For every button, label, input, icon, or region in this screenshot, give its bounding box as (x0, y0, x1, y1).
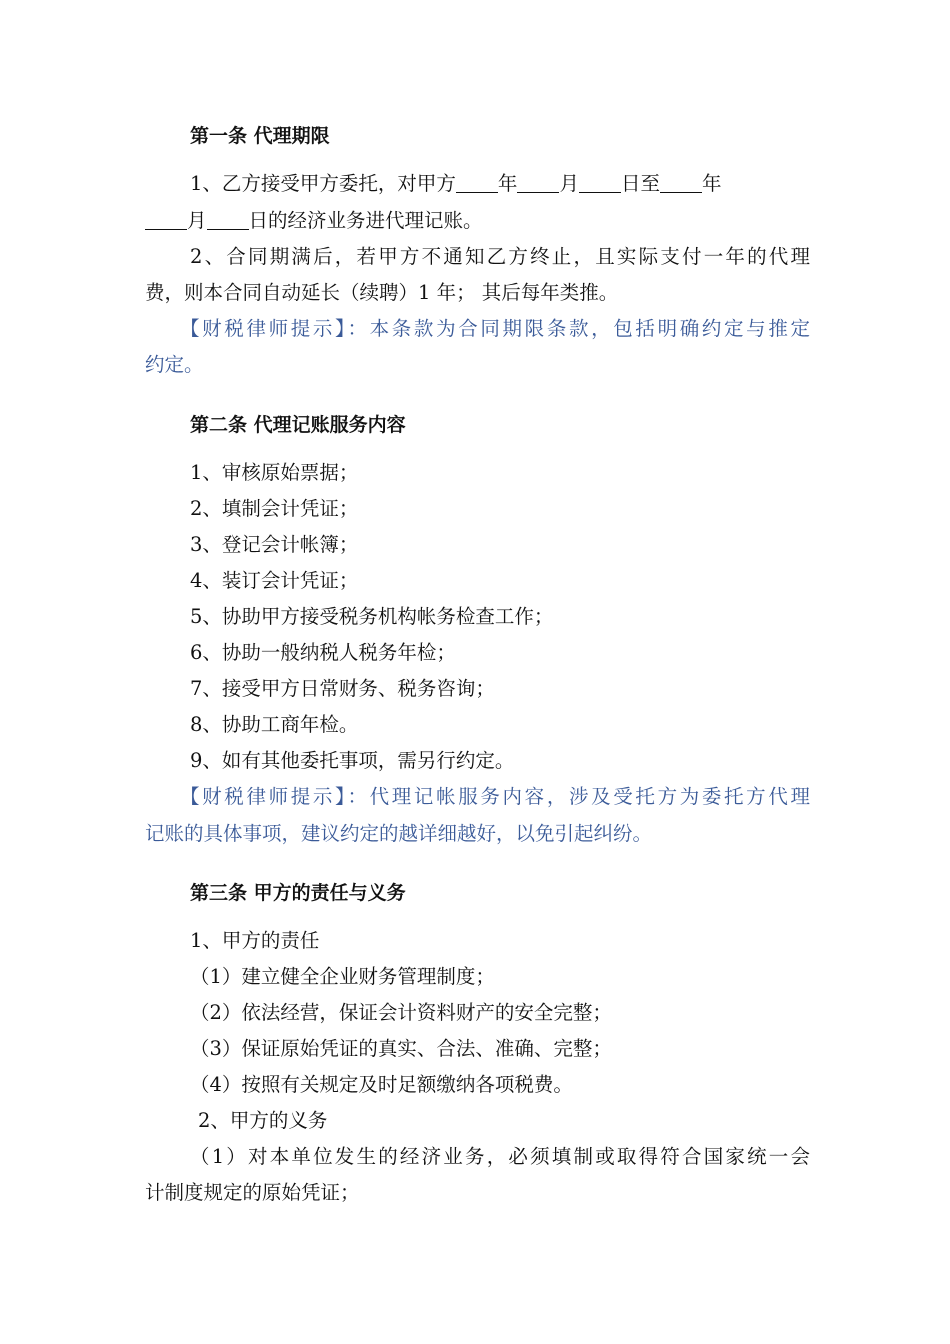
article-1-tip-line-2: 约定。 (145, 353, 204, 376)
blank-field[interactable] (660, 172, 702, 193)
article-1-clause-2-line-1: 2、合同期满后，若甲方不通知乙方终止，且实际支付一年的代理 (190, 245, 810, 268)
article-2-tip-line-1 (180, 784, 810, 810)
article-1-clause-1-line-1 (190, 171, 810, 197)
responsibility-item: （3）保证原始凭证的真实、合法、准确、完整； (190, 1037, 612, 1060)
article-2-item: 8、协助工商年检。 (190, 713, 359, 736)
article-3-heading: 第三条 甲方的责任与义务 (190, 882, 406, 904)
tip-text: ：本条款为合同期限条款，包括明确约定与推定 (347, 317, 810, 340)
article-2-item: 6、协助一般纳税人税务年检； (190, 641, 456, 664)
responsibility-item: （2）依法经营，保证会计资料财产的安全完整； (190, 1001, 612, 1024)
responsibility-item: （4）按照有关规定及时足额缴纳各项税费。 (190, 1073, 573, 1096)
responsibility-item: （1）建立健全企业财务管理制度； (190, 965, 495, 988)
month-label: 月 (187, 209, 207, 232)
tip-label: 【财税律师提示】 (180, 317, 348, 340)
article-2-item: 2、填制会计凭证； (190, 497, 359, 520)
article-1-heading: 第一条 代理期限 (190, 125, 330, 147)
article-2-item: 9、如有其他委托事项，需另行约定。 (190, 749, 515, 772)
tip-label: 【财税律师提示】 (180, 785, 348, 808)
article-1-clause-2-line-2: 费，则本合同自动延长（续聘）1 年； 其后每年类推。 (145, 281, 619, 304)
blank-field[interactable] (207, 209, 249, 230)
blank-field[interactable] (145, 209, 187, 230)
article-2-item: 7、接受甲方日常财务、税务咨询； (190, 677, 495, 700)
clause-1-text: 1、乙方接受甲方委托，对甲方 (190, 172, 456, 195)
article-1-clause-1-line-2 (145, 208, 810, 234)
day-to-label: 日至 (620, 172, 660, 195)
article-2-item: 3、登记会计帐簿； (190, 533, 359, 556)
duty-item-line-2: 计制度规定的原始凭证； (145, 1181, 360, 1204)
responsibility-title: 1、甲方的责任 (190, 929, 320, 952)
article-2-item: 4、装订会计凭证； (190, 569, 359, 592)
year-label: 年 (497, 172, 518, 195)
blank-field[interactable] (579, 172, 621, 193)
article-2-heading: 第二条 代理记账服务内容 (190, 414, 406, 436)
duty-title: 2、甲方的义务 (198, 1109, 328, 1132)
month-label: 月 (559, 172, 579, 195)
year-label: 年 (701, 172, 722, 195)
blank-field[interactable] (517, 172, 559, 193)
blank-field[interactable] (456, 172, 498, 193)
article-2-item: 1、审核原始票据； (190, 461, 359, 484)
article-1-tip-line-1 (180, 316, 810, 342)
duty-item-line-1: （1）对本单位发生的经济业务，必须填制或取得符合国家统一会 (190, 1145, 810, 1168)
article-2-item: 5、协助甲方接受税务机构帐务检查工作； (190, 605, 554, 628)
tip-text: ：代理记帐服务内容，涉及受托方为委托方代理 (347, 785, 810, 808)
day-end-text: 日的经济业务进代理记账。 (248, 209, 483, 232)
article-2-tip-line-2: 记账的具体事项，建议约定的越详细越好，以免引起纠纷。 (145, 822, 653, 845)
